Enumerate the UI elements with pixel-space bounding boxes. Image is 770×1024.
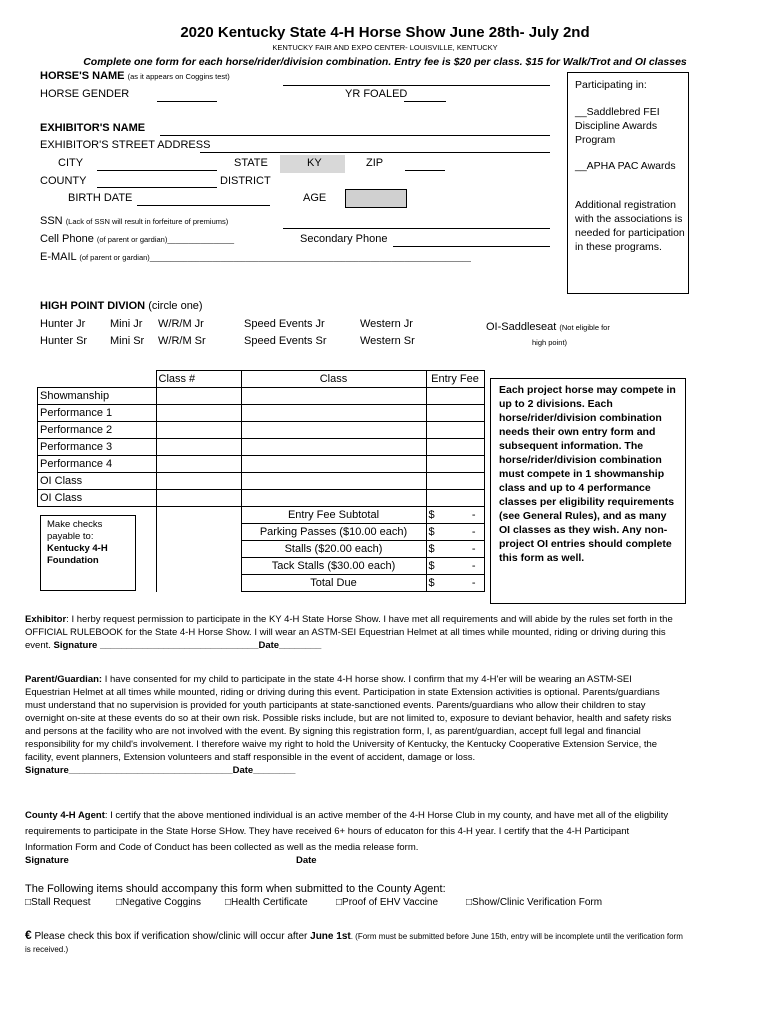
participation-box	[567, 72, 689, 294]
division-wrm-jr[interactable]: W/R/M Jr	[158, 318, 204, 330]
table-row: Performance 1	[38, 405, 485, 422]
county-date-label[interactable]: Date	[296, 855, 317, 866]
county-label: COUNTY	[40, 175, 87, 187]
checks-payable-box: Make checks payable to: Kentucky 4-H Foundation	[40, 515, 136, 591]
city-field[interactable]	[97, 170, 217, 171]
yr-foaled-field[interactable]	[404, 101, 446, 102]
item-ehv-vaccine[interactable]: □Proof of EHV Vaccine	[336, 897, 439, 908]
form-title: 2020 Kentucky State 4-H Horse Show June 28th- July 2nd	[180, 24, 590, 41]
item-verification-form[interactable]: □Show/Clinic Verification Form	[466, 897, 603, 908]
accompany-heading: The Following items should accompany this form when submitted to the County Agent:	[25, 883, 446, 895]
birth-date-label: BIRTH DATE	[68, 192, 133, 204]
state-label: STATE	[234, 157, 268, 169]
division-oi-saddleseat[interactable]: OI-Saddleseat (Not eligible for	[486, 321, 610, 333]
county-field[interactable]	[97, 187, 217, 188]
table-row: Performance 4	[38, 456, 485, 473]
division-hunter-sr[interactable]: Hunter Sr	[40, 335, 88, 347]
item-stall-request[interactable]: □Stall Request	[25, 897, 91, 908]
age-field[interactable]	[345, 189, 407, 208]
item-health-certificate[interactable]: □Health Certificate	[225, 897, 308, 908]
table-row: Performance 3	[38, 439, 485, 456]
division-western-jr[interactable]: Western Jr	[360, 318, 413, 330]
fee-row: Stalls ($20.00 each) $ -	[38, 541, 485, 558]
parent-statement: Parent/Guardian: I have consented for my child to participate in the state 4-H horse show. I confirm that my 4-H'er will be wearing an ASTM-SEI Equestrian Helmet at all times while mounted, riding or driving during this event. Participation in state Extension activities is optional. Parents/guardians must understand that no supervision is provided for youth participants at state-sanctioned events. Parents/guardians who allow their children to stay overnight on-site at these events do so at their own risk. Possible risks include, but are not limited to, exposure to deviant behavior, health and safety risks and persons at the facility who are not involved with the event. By signing this registration form, I, as parent/guardian, accept full legal and financial responsibility for my child's involvement. I therefore waive my right to hold the University of Kentucky, the Kentucky Cooperative Extension Service, the facility, event planners, Extension volunteers and staff responsible in the event of accident, damage or loss. Signature_______________________________Date________	[25, 674, 672, 776]
secondary-phone-label: Secondary Phone	[300, 233, 388, 245]
table-row: OI Class	[38, 473, 485, 490]
participating-label: Participating in:	[575, 79, 647, 91]
ssn-field[interactable]	[283, 228, 550, 229]
county-agent-statement: County 4-H Agent: I certify that the above mentioned individual is an active member of the 4-H Horse Club in my county, and have met all of the eligbility requirements to participate in the State Horse SHow. They have received 6+ hours of educaton for this 4-H year. I certify that the 4-H Participant Information Form and Code of Conduct has been collected as well as the media release form.	[25, 810, 669, 853]
division-speed-jr[interactable]: Speed Events Jr	[244, 318, 325, 330]
horse-gender-label: HORSE GENDER	[40, 88, 130, 100]
horse-name-field[interactable]	[283, 85, 550, 86]
city-label: CITY	[58, 157, 84, 169]
fee-row: Tack Stalls ($30.00 each) $ -	[38, 558, 485, 575]
item-negative-coggins[interactable]: □Negative Coggins	[116, 897, 201, 908]
yr-foaled-label: YR FOALED	[345, 88, 408, 100]
county-signature-label[interactable]: Signature	[25, 855, 69, 866]
district-label: DISTRICT	[220, 175, 271, 187]
horse-gender-field[interactable]	[157, 101, 217, 102]
street-label: EXHIBITOR'S STREET ADDRESS	[40, 139, 211, 151]
oi-note: high point)	[532, 338, 568, 347]
venue-subtitle: KENTUCKY FAIR AND EXPO CENTER- LOUISVILLE, KENTUCKY	[272, 43, 498, 52]
email-label: E-MAIL (of parent or gardian)_____________________________________________________________________________	[40, 251, 471, 263]
division-hunter-jr[interactable]: Hunter Jr	[40, 318, 86, 330]
project-horse-note: Each project horse may compete in up to 2 divisions. Each horse/rider/division combination needs their own entry form and subsequent information. The horse/rider/division combination must compete in 1 showmanship class and up to 4 performance classes per eligibility requirements (see General Rules), and as many OI classes as they wish. Any non-project OI entries should complete this form as well.	[490, 378, 686, 604]
verification-statement: € Please check this box if verification show/clinic will occur after June 1st. (Form must be submitted before June 15th, entry will be incomplete until the verification form is received.)	[25, 928, 683, 954]
entry-fee-header: Entry Fee	[426, 371, 484, 388]
ssn-label: SSN (Lack of SSN will result in forfeiture of premiums)	[40, 215, 229, 227]
horse-name-label: HORSE'S NAME (as it appears on Coggins test)	[40, 70, 230, 82]
state-value: KY	[307, 157, 322, 169]
verification-checkbox[interactable]: €	[25, 928, 32, 942]
class-header: Class	[241, 371, 426, 388]
exhibitor-name-label: EXHIBITOR'S NAME	[40, 122, 146, 134]
fee-row: Parking Passes ($10.00 each) $ -	[38, 524, 485, 541]
division-mini-jr[interactable]: Mini Jr	[110, 318, 143, 330]
zip-field[interactable]	[405, 170, 445, 171]
division-heading: HIGH POINT DIVION (circle one)	[40, 300, 203, 312]
division-mini-sr[interactable]: Mini Sr	[110, 335, 145, 347]
division-wrm-sr[interactable]: W/R/M Sr	[158, 335, 206, 347]
additional-note: Additional registration with the associations is needed for participation in these programs.	[575, 199, 685, 253]
form-instructions: Complete one form for each horse/rider/division combination. Entry fee is $20 per class. $15 for Walk/Trot and OI classes	[83, 56, 687, 68]
apha-option[interactable]: __APHA PAC Awards	[575, 160, 676, 172]
secondary-phone-field[interactable]	[393, 246, 550, 247]
parent-signature-line[interactable]: Signature_______________________________Date________	[25, 765, 296, 776]
street-field[interactable]	[200, 152, 550, 153]
table-row: OI Class	[38, 490, 485, 507]
division-western-sr[interactable]: Western Sr	[360, 335, 415, 347]
class-number-header: Class #	[156, 371, 241, 388]
fee-row: Entry Fee Subtotal $ -	[38, 507, 485, 524]
birth-date-field[interactable]	[137, 205, 270, 206]
table-row: Performance 2	[38, 422, 485, 439]
cell-label: Cell Phone (of parent or gardian)________________	[40, 233, 235, 245]
division-speed-sr[interactable]: Speed Events Sr	[244, 335, 327, 347]
exhibitor-statement: Exhibitor: I herby request permission to participate in the KY 4-H State Horse Show. I have met all requirements and will abide by the rules set forth in the OFFICIAL RULEBOOK for the State 4-H Horse Show. I will wear an ASTM-SEI Equestrian Helmet at all times while mounted, riding or driving during this event. Signature ______________________________Date________	[25, 614, 673, 651]
zip-label: ZIP	[366, 157, 384, 169]
exhibitor-signature-line[interactable]: Signature ______________________________Date________	[53, 640, 322, 651]
saddlebred-option[interactable]: __Saddlebred FEI Discipline Awards Program	[575, 106, 660, 146]
table-row: Showmanship	[38, 388, 485, 405]
fee-row: Total Due $ -	[38, 575, 485, 592]
age-label: AGE	[303, 192, 327, 204]
exhibitor-name-field[interactable]	[160, 135, 550, 136]
